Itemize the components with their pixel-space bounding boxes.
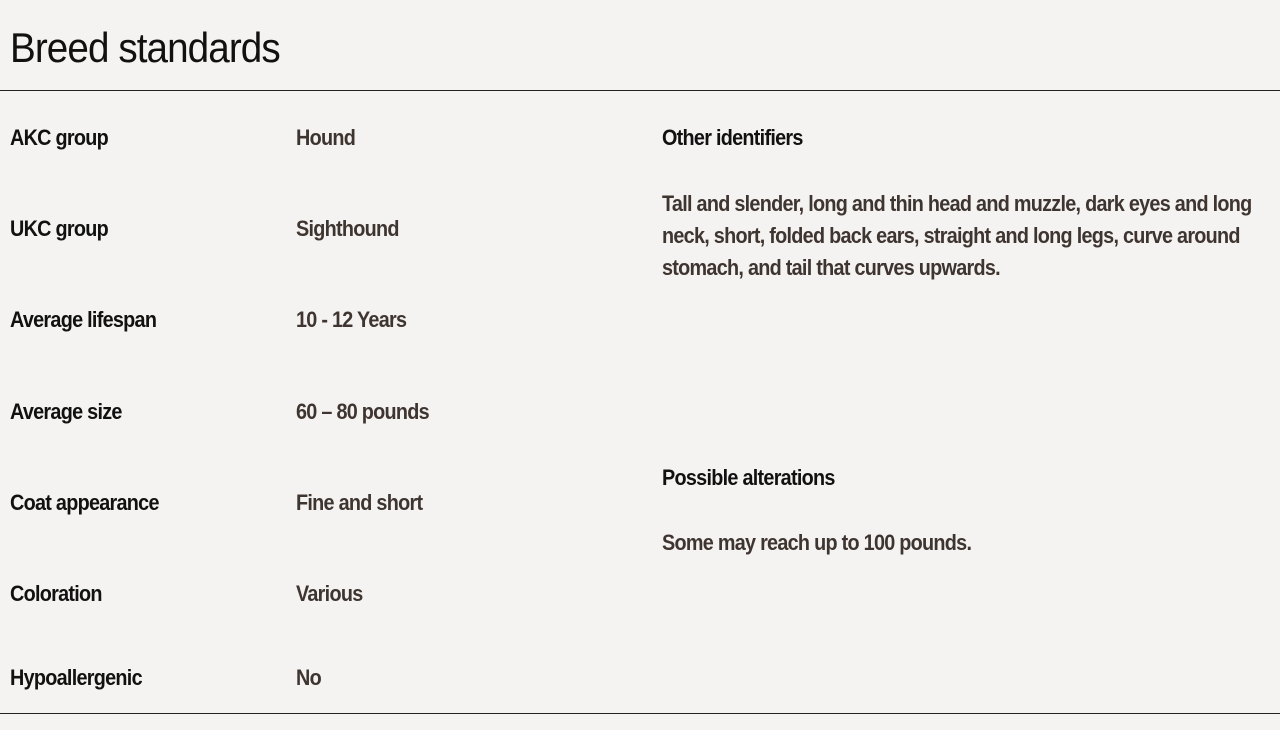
top-divider [0,90,1280,91]
table-row-ukc-group [0,214,640,244]
row-value: Sighthound [296,216,399,241]
row-label: Coloration [10,581,102,606]
other-identifiers-heading: Other identifiers [662,125,803,150]
bottom-divider [0,713,1280,714]
table-row-coloration [0,579,640,609]
row-value: Various [296,581,363,606]
possible-alterations-heading: Possible alterations [662,465,835,490]
row-label: Average size [10,399,122,424]
row-value: No [296,665,321,690]
row-value: 60 – 80 pounds [296,399,429,424]
row-value: Fine and short [296,490,423,515]
possible-alterations-text: Some may reach up to 100 pounds. [662,530,972,555]
table-row-hypoallergenic [0,663,640,693]
table-row-coat-appearance [0,488,640,518]
row-value: Hound [296,125,356,150]
row-label: Coat appearance [10,490,159,515]
table-row-average-size [0,397,640,427]
other-identifiers-text: Tall and slender, long and thin head and muzzle, dark eyes and long neck, short, folded back ears, straight and long legs, curve around stomach, and tail that curves upwards. [662,191,1252,280]
row-label: Hypoallergenic [10,665,142,690]
row-label: UKC group [10,216,109,241]
row-value: 10 - 12 Years [296,307,407,332]
table-row-average-lifespan [0,305,640,335]
table-row-akc-group [0,123,640,153]
row-label: Average lifespan [10,307,157,332]
page-title: Breed standards [10,24,280,71]
row-label: AKC group [10,125,109,150]
